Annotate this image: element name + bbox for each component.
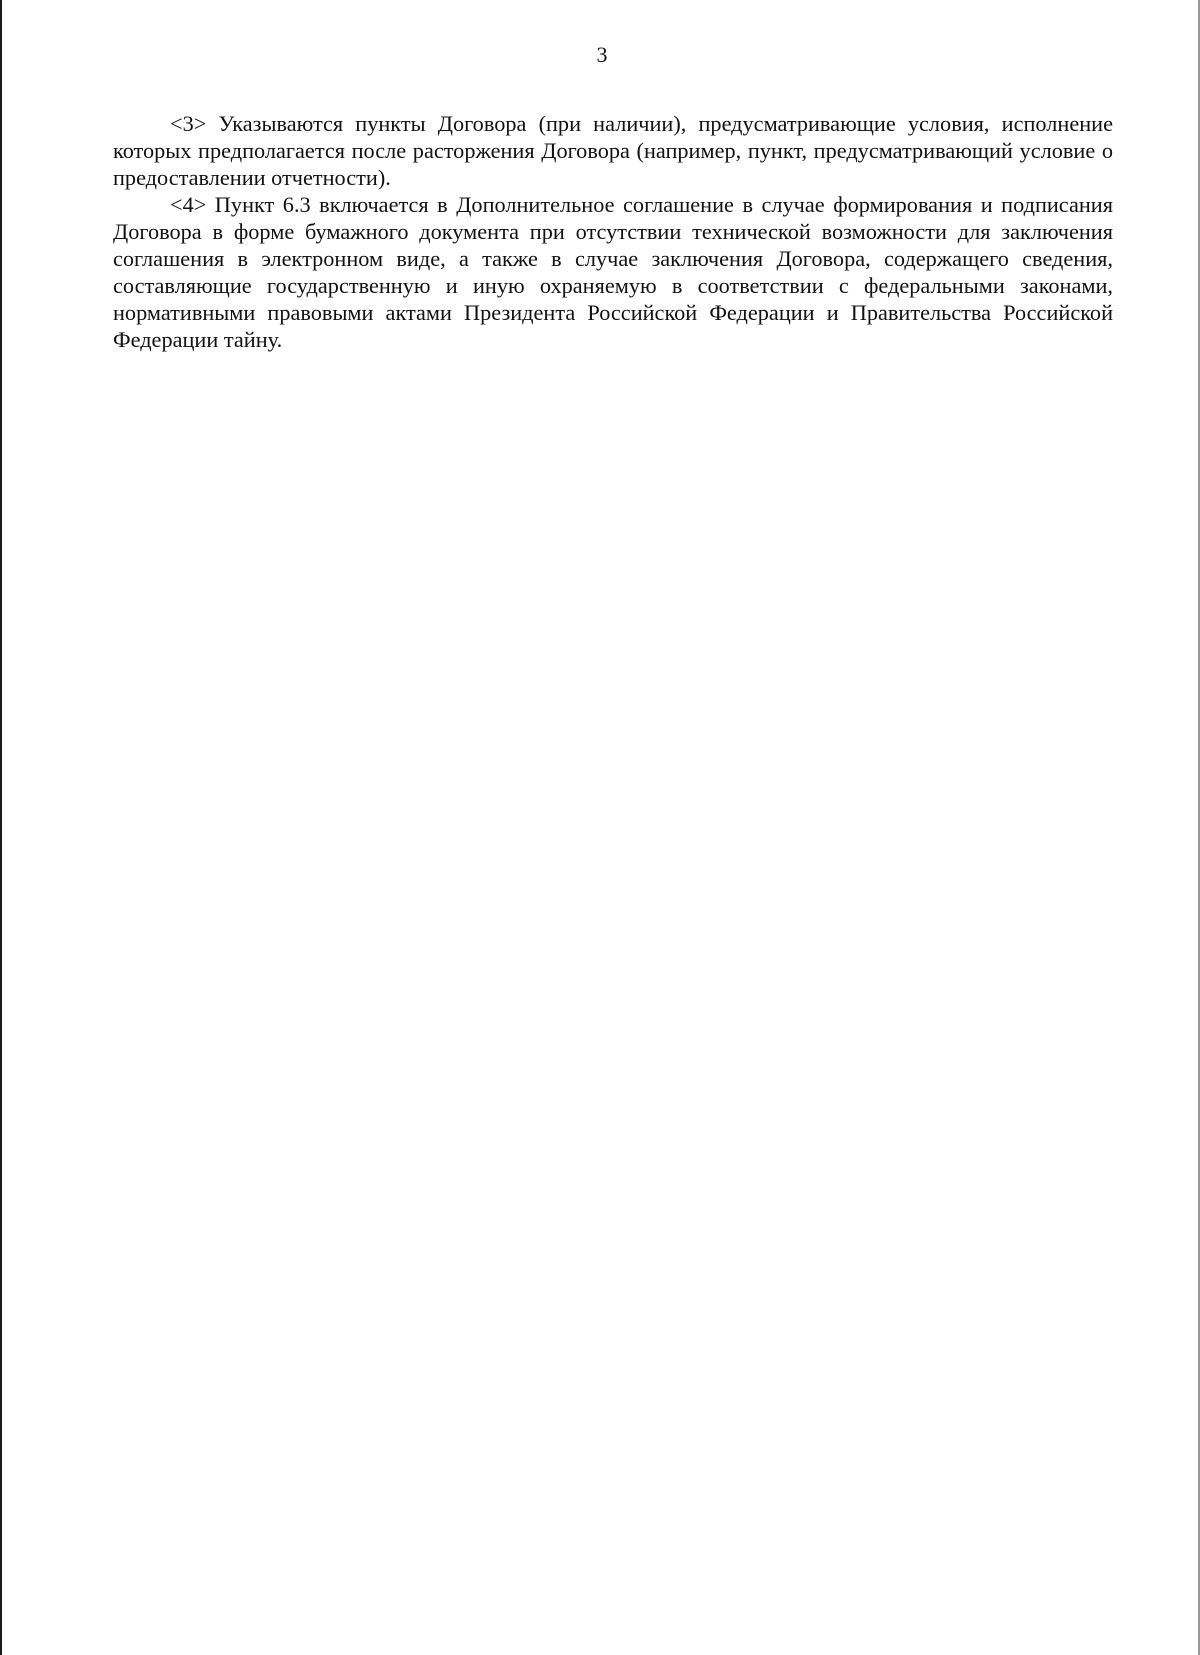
footnote-4: <4> Пункт 6.3 включается в Дополнительное соглашение в случае формирования и подписания Договора в форме бумажного документа при отсутствии технической возможности для заключения соглашения в электронном виде, а также в случае заключения Договора, содержащего сведения, составляющие государственную и иную охраняемую в соответствии с федеральными законами, нормативными правовыми актами Президента Российской Федерации и Правительства Российской Федерации тайну. <box>113 192 1113 352</box>
document-body <box>113 110 1113 353</box>
footnote-3: <3> Указываются пункты Договора (при наличии), предусматривающие условия, исполнение которых предполагается после расторжения Договора (например, пункт, предусматривающий условие о предоставлении отчетности). <box>113 111 1113 190</box>
page-number: 3 <box>596 42 608 67</box>
